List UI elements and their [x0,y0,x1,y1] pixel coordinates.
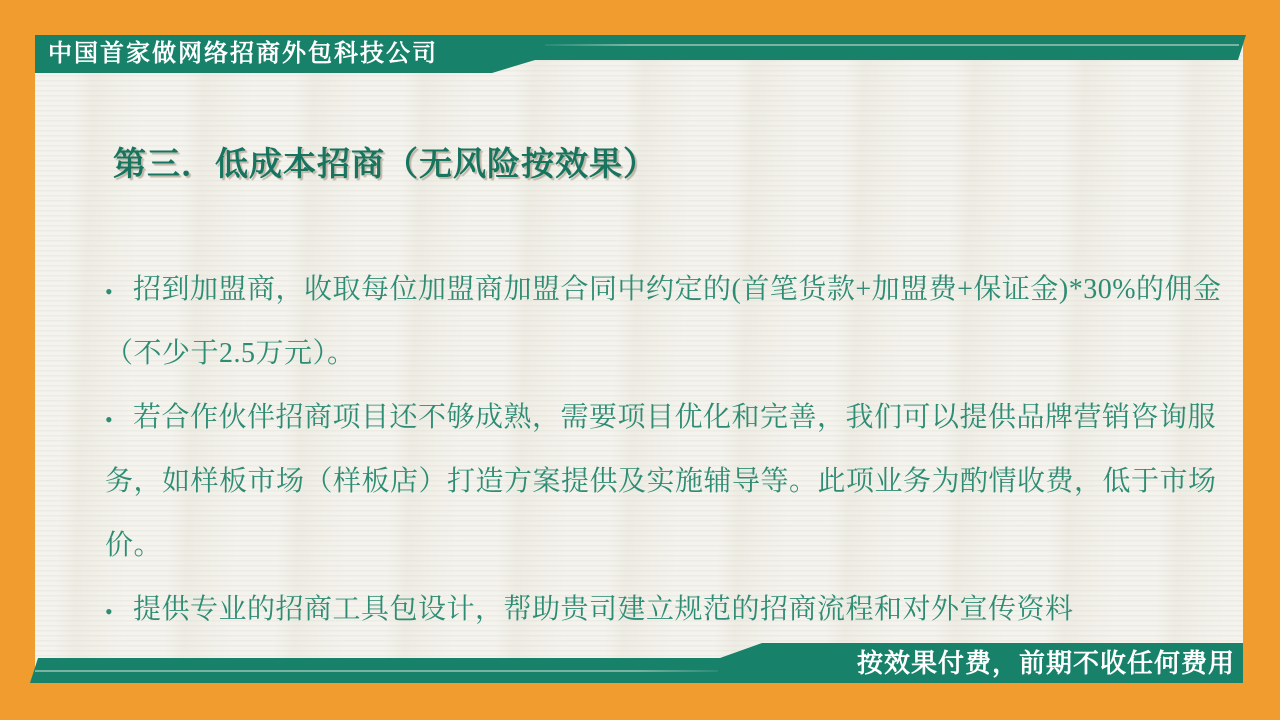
body-line-text: 招到加盟商，收取每位加盟商加盟合同中约定的(首笔货款+加盟费+保证金)*30%的佣金 [133,274,1222,305]
body-line [105,386,1230,450]
body-line-text: （不少于2.5万元）。 [105,338,356,369]
body-line-text: 提供专业的招商工具包设计，帮助贵司建立规范的招商流程和对外宣传资料 [133,594,1074,625]
bullet-dot: • [105,598,114,624]
body-line [105,322,1230,386]
bullet-dot: • [105,278,114,304]
body-line [105,514,1230,578]
body-line [105,450,1230,514]
top-accent-line [545,44,1239,46]
body-line-text: 价。 [105,530,163,561]
body-line-text: 若合作伙伴招商项目还不够成熟，需要项目优化和完善，我们可以提供品牌营销咨询服 [133,402,1217,433]
slide-title: 第三．低成本招商（无风险按效果） [113,145,657,182]
top-ribbon-text: 中国首家做网络招商外包科技公司 [48,40,438,67]
body-line [105,578,1230,642]
bullet-dot: • [105,406,114,432]
body-line [105,258,1230,322]
body-text [105,258,1230,642]
bottom-ribbon-text: 按效果付费，前期不收任何费用 [856,648,1235,678]
body-line-text: 务，如样板市场（样板店）打造方案提供及实施辅导等。此项业务为酌情收费，低于市场 [105,466,1217,497]
bottom-accent-line [35,670,718,672]
